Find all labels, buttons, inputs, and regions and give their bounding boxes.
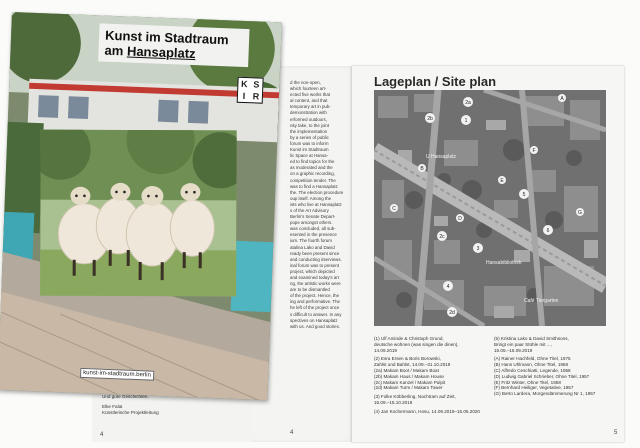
middle-page-line: demonstration with <box>290 110 327 116</box>
middle-page-line: ium. The fourth forum <box>290 238 332 244</box>
map-marker <box>530 146 538 154</box>
map-label-u-hansaplatz: U Hansaplatz <box>426 154 457 160</box>
middle-page-line: ists who live at Hansaplatz <box>290 201 342 207</box>
marker-label: C <box>392 206 396 212</box>
map-marker <box>473 243 483 253</box>
sheep-photo <box>40 130 237 297</box>
site-plan-page <box>352 66 624 442</box>
marker-label: 2b <box>427 116 433 122</box>
cover-title-hansaplatz: Hansaplatz <box>126 43 196 62</box>
middle-page-line: on a graphic recording, <box>290 171 335 177</box>
map-marker <box>543 225 553 235</box>
signature-role: Künstlerische Projektleitung <box>102 410 159 415</box>
booklet-cover <box>0 12 282 400</box>
site-plan-title: Lageplan / Site plan <box>374 74 497 89</box>
middle-page-line: esented in the presence <box>290 232 337 238</box>
middle-page-line: lic Space at Hansa- <box>290 153 329 159</box>
map-label-cafe: Café Tiergarten <box>524 298 559 304</box>
middle-page-line: the. The election procedure <box>290 189 344 195</box>
middle-page-line: project, which depicted <box>290 268 335 274</box>
logo-letter: S <box>253 79 260 90</box>
middle-page-line: ing and performative. The <box>290 299 340 305</box>
legend-item: (2) Esra Ersen & Boris Borowski, <box>374 356 441 362</box>
legend-item: (2c) Makam Kanzel / Makam Pulpit <box>374 379 446 385</box>
middle-page-line: are to be dismantled <box>290 287 330 293</box>
logo-letter: I <box>242 90 246 102</box>
marker-label: 3 <box>476 246 480 252</box>
legend-item: (4) Jan Kochermann, Hosu, 14.09.2019–15.05.2020 <box>374 408 480 414</box>
marker-label: 1 <box>464 118 468 124</box>
cover-title <box>98 23 249 67</box>
legend-item: (2b) Makam Haus / Makam House <box>374 373 444 379</box>
middle-page-line: which fourteen art- <box>290 86 327 92</box>
legend-item: (2a) Makam Boot / Makam Boat <box>374 367 439 373</box>
page-4-number: 4 <box>100 432 104 438</box>
cover-url[interactable]: kunst-im-stadtraum.berlin <box>80 368 154 381</box>
middle-page-line: the implementation <box>290 128 328 134</box>
middle-page-line: competition tender. The <box>290 177 336 183</box>
middle-page-line: Berlin's Senate Depart- <box>290 214 336 220</box>
marker-label: 5 <box>522 192 526 198</box>
middle-page-text <box>290 80 352 380</box>
map-marker <box>425 113 435 123</box>
logo-letter: R <box>252 91 260 102</box>
marker-label: A <box>560 96 564 102</box>
map-marker <box>576 208 584 216</box>
map-label-hansabibliothek: Hansabibliothek <box>486 260 522 266</box>
legend-item: Bringt ein paar Stühle mit ..., <box>494 341 552 347</box>
legend-item: (A) Rainer Hachfeld, Ohne Titel, 1975 <box>494 356 571 362</box>
middle-page-line: with us. And good stories. <box>290 323 341 329</box>
middle-page-line: as moderated and the <box>290 165 333 171</box>
legend-item: (G) Berto Lardera, Morgendämmerung Nr 1, 1957 <box>494 391 596 397</box>
marker-label: 4 <box>446 284 450 290</box>
legend-item: (F) Bernhard Heiliger, Vegetative, 1957 <box>494 385 574 391</box>
legend-item: (C) Alfredo Ceschiatti, Legende, 1958 <box>494 367 571 373</box>
aerial-map-image <box>374 90 606 326</box>
map-marker <box>443 281 453 291</box>
middle-page-line: ng, the artistic works were <box>290 281 341 287</box>
middle-page-line: of the project. Hence, the <box>290 293 340 299</box>
middle-page-line: and examined today's art <box>290 275 339 280</box>
legend-item: 15.05.–15.09.2019 <box>494 347 533 353</box>
cover-title-prefix: am <box>104 42 128 59</box>
middle-page-line: was concluded, all sub- <box>290 226 336 232</box>
map-marker <box>519 189 529 199</box>
legend-item: (3) Folke Köbberling, Nachtram auf Zeit, <box>374 394 456 400</box>
legend-item: (D) Ludwig Gabriel Schrieber, Ohne Titel, 1957 <box>494 373 590 379</box>
site-plan-page-number: 5 <box>614 430 618 436</box>
middle-page-line: d the non-open, <box>290 80 321 85</box>
middle-page-line: s difficult to answer. In any <box>290 311 342 317</box>
ksr-logo <box>237 77 264 104</box>
cover-title-line-1: Kunst im Stadtraum <box>104 27 229 48</box>
middle-page-number: 4 <box>290 430 294 436</box>
signature-name: Elke Falat <box>102 404 123 409</box>
middle-page-line: nity take, to the joint <box>290 122 330 128</box>
middle-page-line: by a series of public <box>290 134 329 140</box>
middle-page-line: and conducting interviews. <box>290 256 342 262</box>
page-4-line: Und gute Geschichten. <box>102 394 149 399</box>
legend-left-column <box>374 336 488 415</box>
map-marker <box>558 94 566 102</box>
legend-item: deutsche wohnen (was singen die dinen), <box>374 341 459 347</box>
map-marker <box>461 115 471 125</box>
map-marker <box>447 307 457 317</box>
middle-page-line: erformed outdoors, <box>290 116 328 122</box>
middle-page-line: temporary art in pub- <box>290 104 331 110</box>
middle-page-line: al content, and that <box>290 98 328 104</box>
middle-page-line: s of the Art Advisory <box>290 207 329 213</box>
legend-item: Zahlst und Bahlst, 14.09.–31.10.2019 <box>374 362 451 368</box>
legend-item: 15.09.–15.10.2019 <box>374 399 413 405</box>
middle-page-line: was to find a Hansaplatz <box>290 183 338 189</box>
marker-label: G <box>578 210 582 216</box>
legend-item: (5) Kristina Lako & David Smithsons, <box>494 336 569 341</box>
middle-page-line: ed to find topics for the <box>290 159 335 165</box>
marker-label: D <box>458 216 462 222</box>
site-plan-map <box>374 90 606 326</box>
legend-right-column <box>494 336 608 397</box>
middle-page-line: oup itself. Among the <box>290 195 332 201</box>
legend-item: (2d) Makam Turm / Makam Tower <box>374 385 443 391</box>
marker-label: 2d <box>449 310 455 316</box>
middle-page-line: Kunst im Stadtraum <box>290 147 329 153</box>
map-marker <box>498 176 506 184</box>
marker-label: 6 <box>546 228 550 234</box>
map-marker <box>390 204 398 212</box>
middle-page-line: atalina Lako and David <box>290 244 335 250</box>
marker-label: 2c <box>439 234 445 240</box>
legend-item: (1) Ulf Aminde & Christoph Grund, <box>374 336 444 341</box>
legend-item: (E) Fritz Winter, Ohne Titel, 1958 <box>494 379 561 385</box>
middle-page-line: spectives on Hansaplatz <box>290 317 338 323</box>
legend-item: 14.09.2019 <box>374 347 397 353</box>
marker-label: B <box>420 166 424 172</box>
map-marker <box>456 214 464 222</box>
middle-page-line: ready been present since <box>290 250 340 256</box>
middle-page-line: pope amongst others. <box>290 220 333 226</box>
middle-page-line: he left of the project once <box>290 305 340 311</box>
middle-page-line: ected five works that <box>290 92 331 98</box>
middle-page-line: forum was to inform <box>290 140 329 146</box>
middle-page-line: inal forum was to present <box>290 262 340 268</box>
marker-label: E <box>500 178 504 184</box>
marker-label: F <box>532 148 536 154</box>
marker-label: 2a <box>465 100 471 106</box>
logo-letter: K <box>240 78 248 90</box>
map-marker <box>437 231 447 241</box>
legend-item: (B) Hans Uhlmann, Ohne Titel, 1958 <box>494 362 569 368</box>
map-marker <box>418 164 426 172</box>
map-marker <box>463 97 473 107</box>
